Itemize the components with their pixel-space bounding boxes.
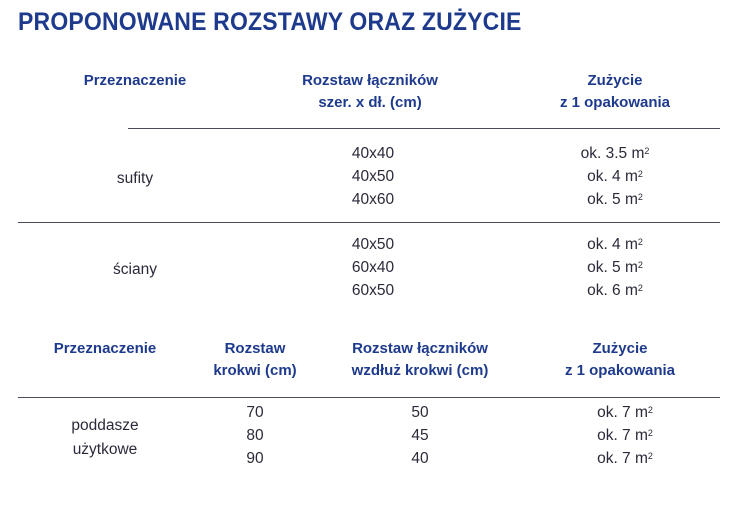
usage-value: ok. 6 $m^2$	[587, 282, 643, 299]
header2-purpose: Przeznaczenie	[53, 340, 157, 357]
usage-value: ok. 5 $m^2$	[587, 259, 643, 276]
spacing-list-walls	[318, 233, 428, 302]
usage-value: ok. 7 $m^2$	[597, 404, 653, 421]
fastener-value: 50	[411, 404, 429, 421]
page-title: PROPONOWANE ROZSTAWY ORAZ ZUŻYCIE	[18, 8, 522, 36]
spacing-list-ceilings	[318, 142, 428, 211]
usage-value: ok. 7 $m^2$	[597, 427, 653, 444]
usage-list-attic	[560, 401, 690, 470]
usage-value: ok. 4 $m^2$	[587, 236, 643, 253]
spacing-value: 40x50	[351, 168, 395, 185]
rafter-value: 90	[246, 450, 264, 467]
group-label-ceilings: sufity	[116, 170, 154, 187]
header-purpose: Przeznaczenie	[83, 72, 187, 89]
spacing-value: 40x60	[351, 191, 395, 208]
fastener-value: 45	[411, 427, 429, 444]
spacing-value: 40x50	[351, 236, 395, 253]
table1-header-divider	[128, 128, 720, 129]
group-label-attic: poddasze użytkowe	[71, 417, 139, 458]
rafter-value: 80	[246, 427, 264, 444]
header2-usage: Zużycie z 1 opakowania	[564, 340, 676, 379]
group-label-walls: ściany	[113, 261, 157, 278]
spacing-value: 60x40	[351, 259, 395, 276]
header2-rafter-spacing: Rozstaw krokwi (cm)	[213, 340, 297, 379]
usage-value: ok. 3.5 $m^2$	[580, 145, 650, 162]
rafter-list	[215, 401, 295, 470]
usage-value: ok. 4 $m^2$	[587, 168, 643, 185]
usage-value: ok. 5 $m^2$	[587, 191, 643, 208]
header-usage: Zużycie z 1 opakowania	[559, 72, 671, 111]
spacing-value: 60x50	[351, 282, 395, 299]
table1-group-divider	[18, 222, 720, 223]
header2-fastener-spacing: Rozstaw łączników wzdłuż krokwi (cm)	[351, 340, 489, 379]
usage-list-ceilings	[550, 142, 680, 211]
usage-list-walls	[550, 233, 680, 302]
rafter-value: 70	[246, 404, 264, 421]
spacing-value: 40x40	[351, 145, 395, 162]
fastener-list	[380, 401, 460, 470]
table2-header-divider	[18, 397, 720, 398]
header-fastener-spacing: Rozstaw łączników szer. x dł. (cm)	[302, 72, 438, 111]
usage-value: ok. 7 $m^2$	[597, 450, 653, 467]
fastener-value: 40	[411, 450, 429, 467]
